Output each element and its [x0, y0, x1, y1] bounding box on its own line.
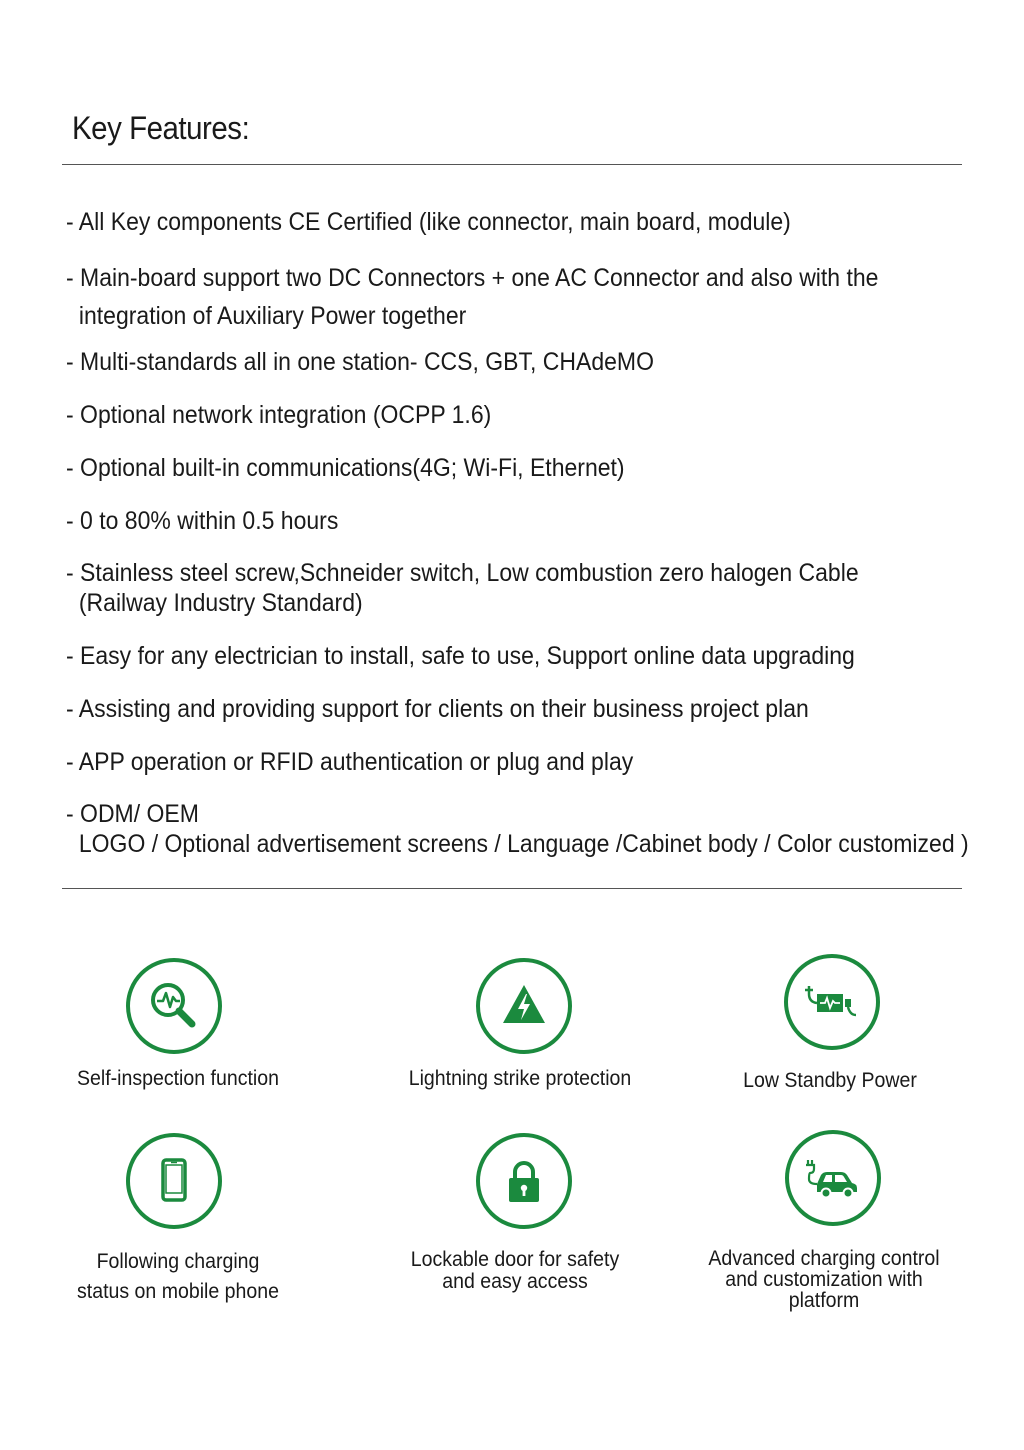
feature-line: - Multi-standards all in one station- CCS, GBT, CHAdeMO: [66, 348, 654, 376]
feature-item: [66, 206, 791, 238]
caption-line: Self-inspection function: [77, 1067, 279, 1090]
caption-line: and customization with: [725, 1268, 923, 1291]
feature-item: [66, 799, 969, 859]
page-title: Key Features:: [72, 110, 250, 146]
feature-item: [66, 746, 633, 778]
feature-line: - Optional network integration (OCPP 1.6): [66, 401, 492, 429]
caption-line: Advanced charging control: [708, 1247, 940, 1270]
feature-line: - Optional built-in communications(4G; Wi-Fi, Ethernet): [66, 454, 625, 482]
feature-line: - Stainless steel screw,Schneider switch, Low combustion zero halogen Cable: [66, 559, 859, 587]
feature-item: [66, 693, 809, 725]
caption-line: Lockable door for safety: [410, 1248, 620, 1271]
feature-line: - All Key components CE Certified (like connector, main board, module): [66, 208, 791, 236]
feature-line: - 0 to 80% within 0.5 hours: [66, 507, 339, 535]
feature-line: - ODM/ OEM: [66, 800, 199, 828]
padlock-icon: [476, 1133, 572, 1229]
feature-line: - Main-board support two DC Connectors + one AC Connector and also with the: [66, 264, 879, 292]
electric-car-icon: [785, 1130, 881, 1226]
feature-line: - Assisting and providing support for clients on their business project plan: [66, 695, 809, 723]
feature-line: - APP operation or RFID authentication or plug and play: [66, 748, 634, 776]
caption-line: status on mobile phone: [77, 1280, 279, 1303]
icon-caption: [39, 1247, 318, 1307]
feature-item: [66, 346, 654, 378]
caption-line: Lightning strike protection: [408, 1067, 632, 1090]
magnifier-pulse-icon: [126, 958, 222, 1054]
feature-item: [66, 452, 625, 484]
icon-caption: [685, 1248, 964, 1311]
feature-item: [66, 505, 338, 537]
feature-item: [66, 259, 878, 335]
feature-item: [66, 558, 859, 618]
icon-caption: [691, 1070, 970, 1092]
feature-line: integration of Auxiliary Power together: [78, 302, 467, 330]
caption-line: Low Standby Power: [743, 1069, 917, 1092]
icon-caption: [376, 1249, 655, 1293]
divider-bottom: [62, 888, 962, 889]
feature-line: LOGO / Optional advertisement screens / Language /Cabinet body / Color customized ): [78, 830, 969, 858]
feature-item: [66, 399, 491, 431]
battery-plug-icon: [784, 954, 880, 1050]
mobile-phone-icon: [126, 1133, 222, 1229]
feature-item: [66, 640, 855, 672]
caption-line: Following charging: [96, 1250, 260, 1273]
divider-top: [62, 164, 962, 165]
caption-line: platform: [788, 1289, 860, 1312]
lightning-icon: [476, 958, 572, 1054]
icon-caption: [381, 1068, 660, 1090]
caption-line: and easy access: [442, 1270, 588, 1293]
feature-line: - Easy for any electrician to install, safe to use, Support online data upgrading: [66, 642, 855, 670]
icon-caption: [39, 1068, 318, 1090]
feature-line: (Railway Industry Standard): [78, 589, 363, 617]
